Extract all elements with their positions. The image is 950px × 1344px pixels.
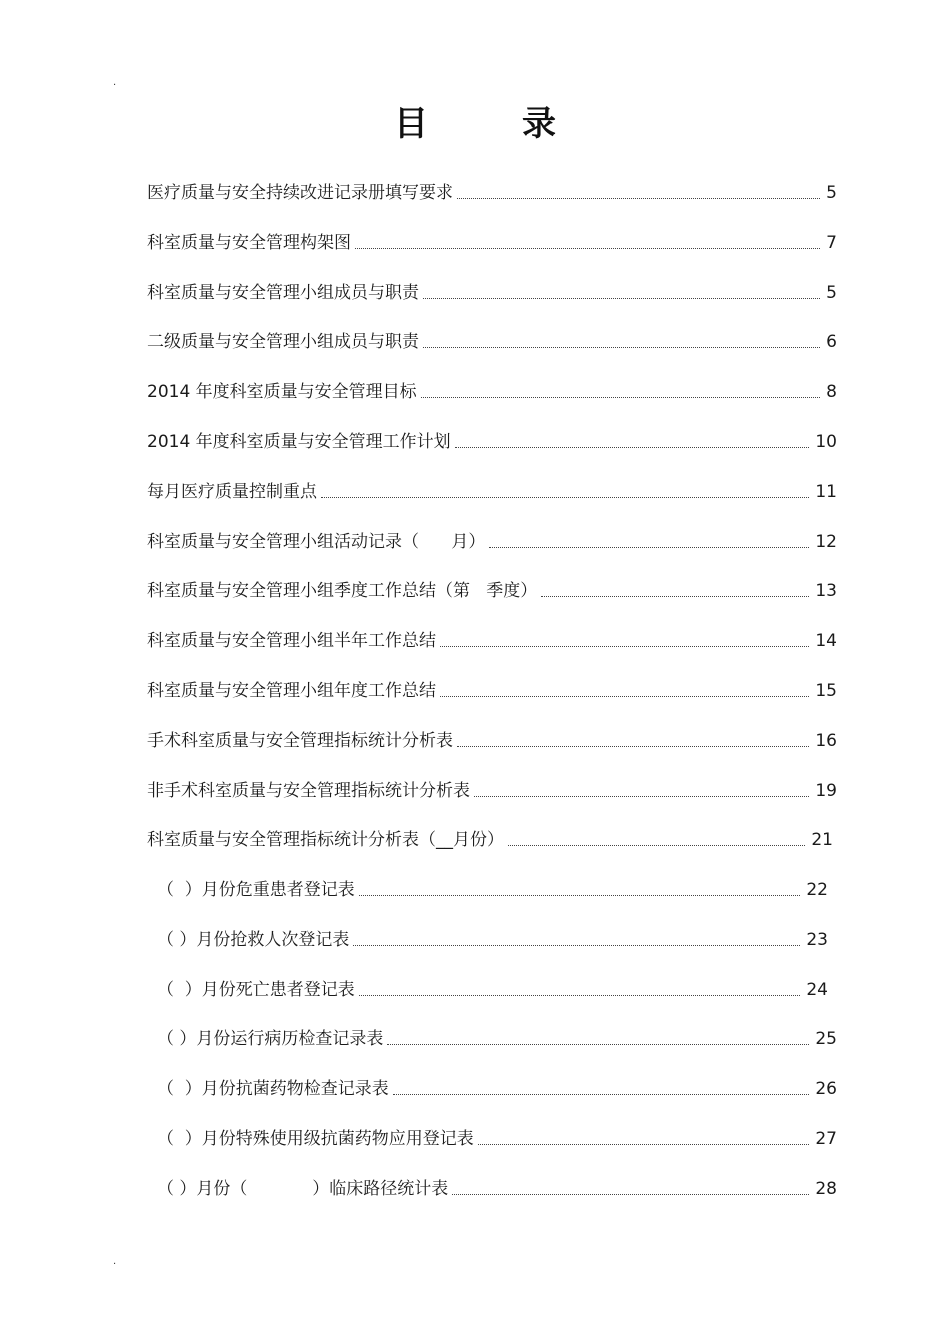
toc-page-number: 12	[815, 532, 837, 552]
toc-page-number: 28	[815, 1179, 837, 1199]
toc-page-number: 6	[826, 332, 837, 352]
toc-page-number: 25	[815, 1029, 837, 1049]
toc-page-number: 13	[815, 581, 837, 601]
toc-entry[interactable]	[147, 419, 837, 453]
toc-entry-text: （ ）月份抗菌药物检查记录表	[157, 1079, 389, 1099]
toc-entry[interactable]	[147, 817, 833, 851]
toc-leader-dots	[457, 745, 809, 747]
toc-page-number: 5	[826, 283, 837, 303]
toc-entry[interactable]	[157, 1166, 837, 1200]
toc-entry[interactable]	[147, 270, 837, 304]
toc-entry-text: 手术科室质量与安全管理指标统计分析表	[147, 731, 453, 751]
toc-page-number: 15	[815, 681, 837, 701]
toc-entry[interactable]	[147, 519, 837, 553]
toc-entry-text: 科室质量与安全管理小组成员与职责	[147, 283, 419, 303]
toc-leader-dots	[457, 197, 820, 199]
toc-entry[interactable]	[147, 568, 837, 602]
toc-leader-dots	[541, 595, 809, 597]
toc-entry[interactable]	[157, 1016, 837, 1050]
toc-entry[interactable]	[147, 768, 837, 802]
toc-entry-text: 非手术科室质量与安全管理指标统计分析表	[147, 781, 470, 801]
toc-entry-text: 2014 年度科室质量与安全管理目标	[147, 382, 417, 402]
toc-page-number: 14	[815, 631, 837, 651]
toc-leader-dots	[387, 1043, 809, 1045]
toc-leader-dots	[478, 1143, 810, 1145]
toc-leader-dots	[452, 1193, 809, 1195]
toc-entry-text: （ ）月份死亡患者登记表	[157, 980, 355, 1000]
toc-entry-text: 每月医疗质量控制重点	[147, 482, 317, 502]
toc-page-number: 5	[826, 183, 837, 203]
toc-entry[interactable]	[147, 718, 837, 752]
toc-entry-text: 二级质量与安全管理小组成员与职责	[147, 332, 419, 352]
toc-entry[interactable]	[157, 1066, 837, 1100]
toc-entry[interactable]	[157, 867, 828, 901]
toc-entry[interactable]	[157, 967, 828, 1001]
toc-page-number: 19	[815, 781, 837, 801]
toc-leader-dots	[440, 695, 809, 697]
page-title	[0, 100, 950, 148]
toc-entry-text: 科室质量与安全管理指标统计分析表（__月份）	[147, 830, 504, 850]
toc-entry-text: （ ）月份（ ）临床路径统计表	[157, 1179, 449, 1199]
toc-entry-text: （ ）月份抢救人次登记表	[157, 930, 350, 950]
toc-leader-dots	[423, 346, 820, 348]
title-char-2: 录	[522, 104, 556, 144]
toc-leader-dots	[508, 844, 805, 846]
toc-entry[interactable]	[147, 668, 837, 702]
toc-entry-text: 科室质量与安全管理小组活动记录（ 月）	[147, 532, 486, 552]
toc-page-number: 24	[806, 980, 828, 1000]
toc-leader-dots	[421, 396, 821, 398]
toc-page-number: 11	[815, 482, 837, 502]
toc-leader-dots	[423, 297, 820, 299]
toc-entry[interactable]	[147, 319, 837, 353]
toc-entry-text: （ ）月份特殊使用级抗菌药物应用登记表	[157, 1129, 474, 1149]
toc-leader-dots	[440, 645, 809, 647]
toc-page-number: 23	[806, 930, 828, 950]
toc-entry[interactable]	[147, 369, 837, 403]
bottom-margin-mark: .	[113, 1256, 117, 1267]
toc-page-number: 16	[815, 731, 837, 751]
top-margin-mark: .	[113, 77, 117, 88]
toc-page-number: 21	[811, 830, 833, 850]
toc-entry[interactable]	[147, 170, 837, 204]
toc-leader-dots	[455, 446, 810, 448]
toc-entry-text: （ ）月份危重患者登记表	[157, 880, 355, 900]
toc-leader-dots	[353, 944, 800, 946]
toc-entry-text: 2014 年度科室质量与安全管理工作计划	[147, 432, 451, 452]
toc-entry[interactable]	[157, 917, 828, 951]
toc-page-number: 7	[826, 233, 837, 253]
toc-entry[interactable]	[147, 618, 837, 652]
toc-page-number: 26	[815, 1079, 837, 1099]
toc-leader-dots	[489, 546, 809, 548]
toc-entry[interactable]	[157, 1116, 837, 1150]
toc-leader-dots	[474, 795, 809, 797]
toc-entry[interactable]	[147, 220, 837, 254]
toc-entry-text: 科室质量与安全管理小组季度工作总结（第 季度）	[147, 581, 538, 601]
toc-entry-text: 科室质量与安全管理构架图	[147, 233, 351, 253]
toc-page-number: 22	[806, 880, 828, 900]
toc-leader-dots	[321, 496, 809, 498]
toc-page-number: 27	[815, 1129, 837, 1149]
title-char-1: 目	[394, 104, 428, 144]
toc-page-number: 8	[826, 382, 837, 402]
toc-page-number: 10	[815, 432, 837, 452]
toc-leader-dots	[359, 894, 801, 896]
toc-leader-dots	[359, 994, 801, 996]
toc-entry-text: 医疗质量与安全持续改进记录册填写要求	[147, 183, 453, 203]
toc-leader-dots	[393, 1093, 810, 1095]
toc-entry-text: 科室质量与安全管理小组年度工作总结	[147, 681, 436, 701]
toc-entry[interactable]	[147, 469, 837, 503]
toc-entry-text: （ ）月份运行病历检查记录表	[157, 1029, 384, 1049]
toc-entry-text: 科室质量与安全管理小组半年工作总结	[147, 631, 436, 651]
toc-leader-dots	[355, 247, 820, 249]
